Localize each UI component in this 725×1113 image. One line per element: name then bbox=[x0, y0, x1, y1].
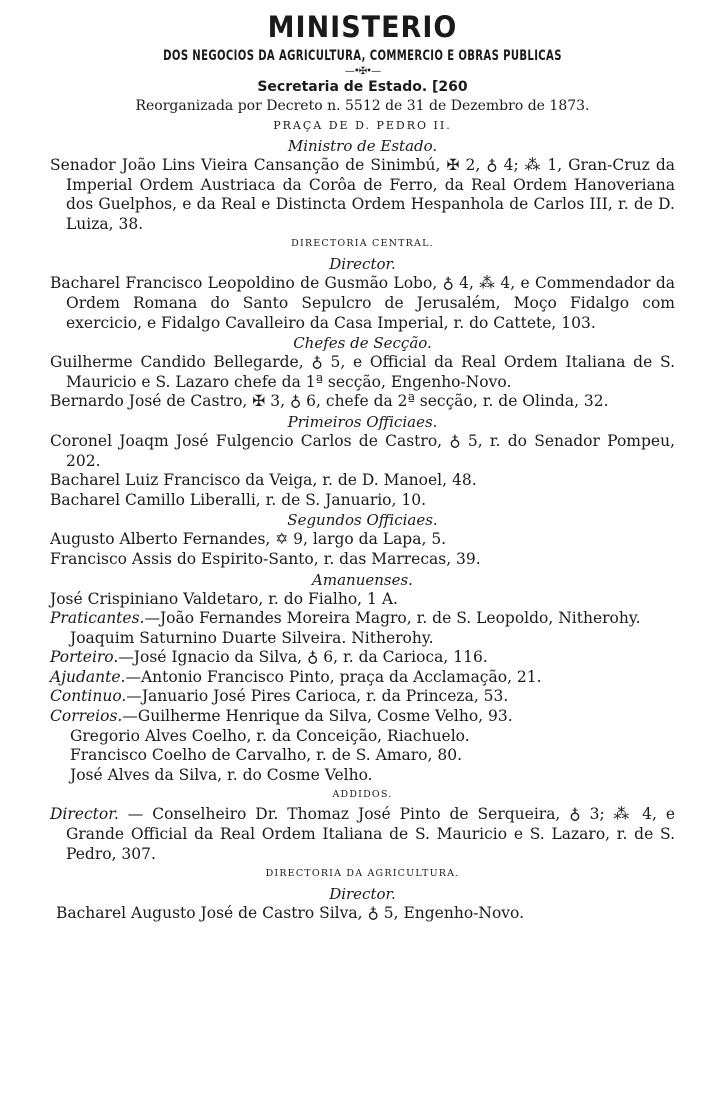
agricultura-director-heading: Director. bbox=[329, 885, 396, 904]
list-item: Bacharel Luiz Francisco da Veiga, r. de D. Manoel, 48. bbox=[50, 471, 477, 490]
correios-entry bbox=[0, 707, 725, 727]
continuo-text: Januario José Pires Carioca, r. da Princeza, 53. bbox=[141, 687, 509, 706]
amanuenses-heading: Amanuenses. bbox=[312, 570, 413, 589]
praticantes-label: Praticantes.— bbox=[50, 609, 160, 628]
list-item: José Crispiniano Valdetaro, r. do Fialho, 1 A. bbox=[50, 589, 398, 608]
director-heading: Director. bbox=[329, 255, 396, 274]
continuo-label: Continuo.— bbox=[50, 687, 142, 706]
directoria-central-heading: DIRECTORIA CENTRAL. bbox=[291, 238, 434, 250]
list-item: Francisco Coelho de Carvalho, r. de S. Amaro, 80. bbox=[70, 746, 463, 765]
list-item: Augusto Alberto Fernandes, ✡ 9, largo da Lapa, 5. bbox=[50, 530, 447, 549]
porteiro-label: Porteiro.— bbox=[50, 648, 134, 667]
page-title: MINISTERIO bbox=[267, 10, 458, 45]
list-item: José Alves da Silva, r. do Cosme Velho. bbox=[70, 765, 373, 784]
ajudante-label: Ajudante.— bbox=[50, 667, 141, 686]
porteiro-entry bbox=[0, 648, 725, 668]
addidos-entry bbox=[0, 805, 725, 864]
segundos-heading: Segundos Officiaes. bbox=[287, 511, 438, 530]
addidos-heading: ADDIDOS. bbox=[332, 789, 393, 801]
secretaria-heading: Secretaria de Estado. [260 bbox=[257, 79, 468, 95]
primeiros-heading: Primeiros Officiaes. bbox=[287, 412, 438, 431]
addidos-label: Director. bbox=[50, 805, 119, 824]
ornament-divider: —•✠•— bbox=[344, 66, 381, 77]
chefes-heading: Chefes de Secção. bbox=[293, 334, 432, 353]
agricultura-heading: DIRECTORIA DA AGRICULTURA. bbox=[265, 868, 460, 880]
list-item: Bacharel Camillo Liberalli, r. de S. Januario, 10. bbox=[50, 490, 427, 509]
correios-label: Correios.— bbox=[50, 707, 138, 726]
list-item: Gregorio Alves Coelho, r. da Conceição, Riachuelo. bbox=[70, 726, 470, 745]
director-entry: Bacharel Francisco Leopoldino de Gusmão Lobo, ♁ 4, ⁂ 4, e Commendador da Ordem Romana do Santo Sepulcro de Jerusalém, Moço Fidalgo com exercicio, e Fidalgo Cavalleiro da Casa Imperial, r. do Cattete, 103. bbox=[50, 274, 675, 332]
list-item: Guilherme Candido Bellegarde, ♁ 5, e Official da Real Ordem Italiana de S. Mauricio e S. Lazaro chefe da 1ª secção, Engenho-Novo. bbox=[50, 353, 675, 391]
list-item: Joaquim Saturnino Duarte Silveira. Nitherohy. bbox=[70, 628, 434, 647]
continuo-entry bbox=[0, 687, 725, 707]
ajudante-entry bbox=[0, 668, 725, 688]
correios-text: Guilherme Henrique da Silva, Cosme Velho, 93. bbox=[137, 707, 513, 726]
porteiro-text: José Ignacio da Silva, ♁ 6, r. da Carioca, 116. bbox=[133, 648, 488, 667]
ministro-heading: Ministro de Estado. bbox=[287, 137, 438, 155]
ministry-subtitle: DOS NEGOCIOS DA AGRICULTURA, COMMERCIO E OBRAS PUBLICAS bbox=[163, 48, 562, 64]
agricultura-director-entry: Bacharel Augusto José de Castro Silva, ♁ 5, Engenho-Novo. bbox=[56, 904, 525, 923]
address-line: PRAÇA DE D. PEDRO II. bbox=[273, 119, 452, 132]
list-item: Bernardo José de Castro, ✠ 3, ♁ 6, chefe da 2ª secção, r. de Olinda, 32. bbox=[50, 392, 609, 411]
ajudante-text: Antonio Francisco Pinto, praça da Acclamação, 21. bbox=[140, 667, 542, 686]
ministro-entry: Senador João Lins Vieira Cansanção de Sinimbú, ✠ 2, ♁ 4; ⁂ 1, Gran-Cruz da Imperial Ordem Austriaca da Corôa de Ferro, da Real Ordem Hanoveriana dos Guelphos, e da Real e Distincta Ordem Hespanhola de Carlos III, r. de D. Luiza, 38. bbox=[50, 156, 675, 233]
praticantes-entry bbox=[0, 609, 725, 629]
list-item: Francisco Assis do Espirito-Santo, r. das Marrecas, 39. bbox=[50, 549, 481, 568]
praticantes-text: João Fernandes Moreira Magro, r. de S. Leopoldo, Nitherohy. bbox=[159, 609, 641, 628]
addidos-text: — Conselheiro Dr. Thomaz José Pinto de Serqueira, ♁ 3; ⁂ 4, e Grande Official da Real Ordem Italiana de S. Mauricio e S. Lazaro, r. de S. Pedro, 307. bbox=[66, 805, 675, 863]
reorganization-note: Reorganizada por Decreto n. 5512 de 31 de Dezembro de 1873. bbox=[135, 98, 590, 114]
list-item: Coronel Joaqm José Fulgencio Carlos de Castro, ♁ 5, r. do Senador Pompeu, 202. bbox=[50, 431, 675, 470]
